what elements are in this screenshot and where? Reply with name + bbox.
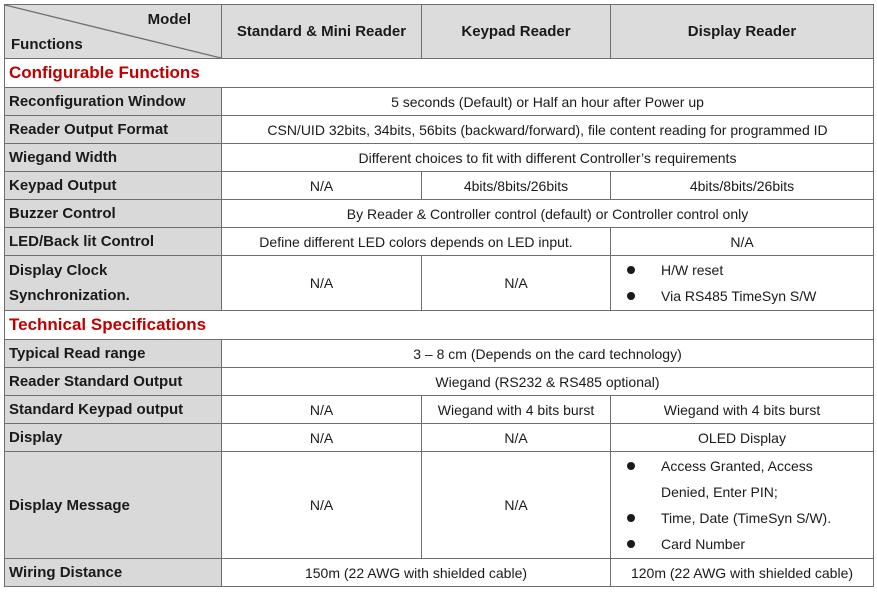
row-label: Keypad Output bbox=[5, 172, 222, 200]
cell-standard: N/A bbox=[222, 172, 422, 200]
row-label: Wiring Distance bbox=[5, 559, 222, 587]
table-row bbox=[5, 172, 874, 200]
bullet-item: Time, Date (TimeSyn S/W). bbox=[615, 505, 869, 531]
table-row bbox=[5, 368, 874, 396]
cell-keypad: N/A bbox=[422, 256, 611, 311]
table-row bbox=[5, 228, 874, 256]
cell-standard-keypad: Define different LED colors depends on LED input. bbox=[222, 228, 611, 256]
row-label: Reader Output Format bbox=[5, 116, 222, 144]
row-value: By Reader & Controller control (default) or Controller control only bbox=[222, 200, 874, 228]
row-label: Display Message bbox=[5, 452, 222, 559]
row-value: Different choices to fit with different Controller’s requirements bbox=[222, 144, 874, 172]
row-value: CSN/UID 32bits, 34bits, 56bits (backward/forward), file content reading for programmed ID bbox=[222, 116, 874, 144]
cell-keypad: 4bits/8bits/26bits bbox=[422, 172, 611, 200]
model-label: Model bbox=[147, 11, 191, 28]
row-value: 5 seconds (Default) or Half an hour after Power up bbox=[222, 88, 874, 116]
col-header-display: Display Reader bbox=[611, 5, 874, 59]
row-label: Reader Standard Output bbox=[5, 368, 222, 396]
header-row bbox=[5, 5, 874, 59]
bullet-item: Via RS485 TimeSyn S/W bbox=[615, 283, 869, 309]
section-row-configurable bbox=[5, 59, 874, 88]
cell-keypad: N/A bbox=[422, 452, 611, 559]
cell-standard-keypad: 150m (22 AWG with shielded cable) bbox=[222, 559, 611, 587]
row-label: Buzzer Control bbox=[5, 200, 222, 228]
row-label: Reconfiguration Window bbox=[5, 88, 222, 116]
table-row bbox=[5, 88, 874, 116]
cell-display: 120m (22 AWG with shielded cable) bbox=[611, 559, 874, 587]
row-label: LED/Back lit Control bbox=[5, 228, 222, 256]
spec-table bbox=[4, 4, 874, 587]
bullet-item: Card Number bbox=[615, 531, 869, 557]
table-row bbox=[5, 144, 874, 172]
cell-display bbox=[611, 452, 874, 559]
cell-standard: N/A bbox=[222, 256, 422, 311]
row-label: Typical Read range bbox=[5, 340, 222, 368]
row-label: Display bbox=[5, 424, 222, 452]
table-row bbox=[5, 340, 874, 368]
bullet-item: H/W reset bbox=[615, 257, 869, 283]
cell-standard: N/A bbox=[222, 424, 422, 452]
cell-display: OLED Display bbox=[611, 424, 874, 452]
col-header-keypad: Keypad Reader bbox=[422, 5, 611, 59]
section-title-technical: Technical Specifications bbox=[5, 311, 874, 340]
table-row bbox=[5, 256, 874, 311]
cell-display bbox=[611, 256, 874, 311]
cell-display: 4bits/8bits/26bits bbox=[611, 172, 874, 200]
row-value: Wiegand (RS232 & RS485 optional) bbox=[222, 368, 874, 396]
bullet-item-continuation: Denied, Enter PIN; bbox=[661, 484, 778, 500]
row-label: Wiegand Width bbox=[5, 144, 222, 172]
header-corner bbox=[5, 5, 222, 59]
cell-standard: N/A bbox=[222, 396, 422, 424]
row-label: Standard Keypad output bbox=[5, 396, 222, 424]
cell-standard: N/A bbox=[222, 452, 422, 559]
table-row bbox=[5, 452, 874, 559]
section-title-configurable: Configurable Functions bbox=[5, 59, 874, 88]
table-row bbox=[5, 116, 874, 144]
row-label-line: Synchronization. bbox=[9, 287, 130, 304]
functions-label: Functions bbox=[11, 36, 83, 53]
cell-display: Wiegand with 4 bits burst bbox=[611, 396, 874, 424]
row-label bbox=[5, 256, 222, 311]
col-header-standard: Standard & Mini Reader bbox=[222, 5, 422, 59]
table-row bbox=[5, 559, 874, 587]
cell-display: N/A bbox=[611, 228, 874, 256]
table-row bbox=[5, 396, 874, 424]
table-row bbox=[5, 200, 874, 228]
row-value: 3 – 8 cm (Depends on the card technology) bbox=[222, 340, 874, 368]
cell-keypad: Wiegand with 4 bits burst bbox=[422, 396, 611, 424]
table-row bbox=[5, 424, 874, 452]
row-label-line: Display Clock bbox=[9, 262, 108, 279]
bullet-item: Access Granted, Access bbox=[615, 453, 869, 479]
section-row-technical bbox=[5, 311, 874, 340]
cell-keypad: N/A bbox=[422, 424, 611, 452]
